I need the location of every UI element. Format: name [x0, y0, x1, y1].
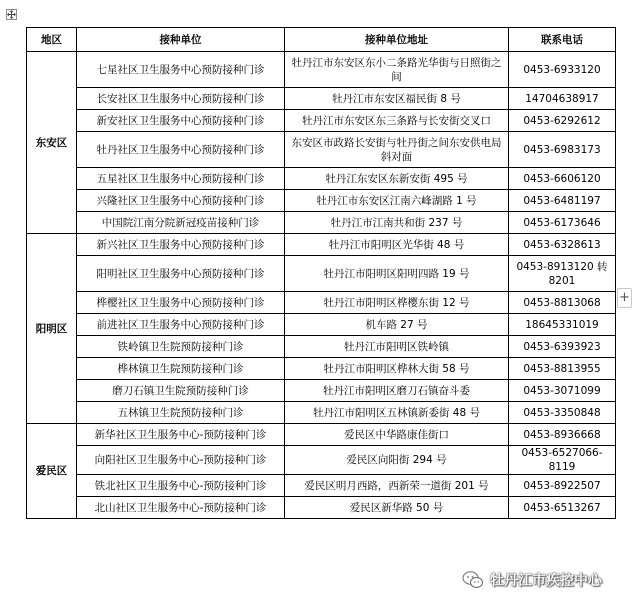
address-cell: 牡丹江市阳明区铁岭镇	[285, 336, 509, 358]
address-cell: 爱民区明月西路，西新荣一道街 201 号	[285, 475, 509, 497]
unit-cell: 前进社区卫生服务中心预防接种门诊	[77, 314, 285, 336]
table-row	[27, 256, 616, 292]
table-row	[27, 52, 616, 88]
header-address: 接种单位地址	[285, 28, 509, 52]
unit-cell: 兴隆社区卫生服务中心预防接种门诊	[77, 190, 285, 212]
table-row	[27, 336, 616, 358]
address-cell: 牡丹江市阳明区五林镇新委街 48 号	[285, 402, 509, 424]
phone-cell: 0453-6527066-8119	[509, 446, 616, 475]
address-cell: 牡丹江市阳明区桦林大街 58 号	[285, 358, 509, 380]
table-row	[27, 424, 616, 446]
phone-cell: 0453-8936668	[509, 424, 616, 446]
table-row	[27, 88, 616, 110]
address-cell: 爱民区新华路 50 号	[285, 497, 509, 519]
address-cell: 牡丹江市阳明区磨刀石镇奋斗委	[285, 380, 509, 402]
header-unit: 接种单位	[77, 28, 285, 52]
table-row	[27, 132, 616, 168]
phone-cell: 0453-6513267	[509, 497, 616, 519]
address-cell: 爱民区向阳街 294 号	[285, 446, 509, 475]
unit-cell: 新安社区卫生服务中心预防接种门诊	[77, 110, 285, 132]
address-cell: 机车路 27 号	[285, 314, 509, 336]
address-cell: 牡丹江市阳明区阳明四路 19 号	[285, 256, 509, 292]
table-row	[27, 358, 616, 380]
phone-cell: 0453-8813955	[509, 358, 616, 380]
phone-cell: 0453-6983173	[509, 132, 616, 168]
district-cell: 阳明区	[27, 234, 77, 424]
watermark-text: 牡丹江市疾控中心	[490, 573, 602, 589]
phone-cell: 0453-6606120	[509, 168, 616, 190]
address-cell: 牡丹江市东安区东小二条路光华街与日照街之间	[285, 52, 509, 88]
unit-cell: 磨刀石镇卫生院预防接种门诊	[77, 380, 285, 402]
wechat-icon	[462, 570, 484, 590]
phone-cell: 0453-3071099	[509, 380, 616, 402]
address-cell: 牡丹江市阳明区桦樱东街 12 号	[285, 292, 509, 314]
table-row	[27, 497, 616, 519]
phone-cell: 0453-8922507	[509, 475, 616, 497]
address-cell: 东安区市政路长安街与牡丹街之间东安供电局斜对面	[285, 132, 509, 168]
unit-cell: 新华社区卫生服务中心-预防接种门诊	[77, 424, 285, 446]
address-cell: 牡丹江东安区东新安街 495 号	[285, 168, 509, 190]
phone-cell: 0453-6393923	[509, 336, 616, 358]
table-row	[27, 110, 616, 132]
phone-cell: 0453-8913120 转 8201	[509, 256, 616, 292]
header-district: 地区	[27, 28, 77, 52]
unit-cell: 牡丹社区卫生服务中心预防接种门诊	[77, 132, 285, 168]
table-row	[27, 446, 616, 475]
table-row	[27, 402, 616, 424]
unit-cell: 长安社区卫生服务中心预防接种门诊	[77, 88, 285, 110]
district-cell: 爱民区	[27, 424, 77, 519]
table-row	[27, 475, 616, 497]
phone-cell: 0453-8813068	[509, 292, 616, 314]
unit-cell: 铁岭镇卫生院预防接种门诊	[77, 336, 285, 358]
address-cell: 爱民区中华路康佳街口	[285, 424, 509, 446]
add-column-button[interactable]: +	[617, 288, 632, 308]
unit-cell: 新兴社区卫生服务中心预防接种门诊	[77, 234, 285, 256]
table-row	[27, 292, 616, 314]
unit-cell: 向阳社区卫生服务中心-预防接种门诊	[77, 446, 285, 475]
address-cell: 牡丹江市阳明区光华街 48 号	[285, 234, 509, 256]
phone-cell: 18645331019	[509, 314, 616, 336]
unit-cell: 中国院江南分院新冠疫苗接种门诊	[77, 212, 285, 234]
unit-cell: 七星社区卫生服务中心预防接种门诊	[77, 52, 285, 88]
table-row	[27, 212, 616, 234]
phone-cell: 0453-6292612	[509, 110, 616, 132]
address-cell: 牡丹江市江南共和街 237 号	[285, 212, 509, 234]
district-cell: 东安区	[27, 52, 77, 234]
phone-cell: 14704638917	[509, 88, 616, 110]
table-row	[27, 168, 616, 190]
table-row	[27, 314, 616, 336]
table-move-handle[interactable]	[6, 9, 17, 20]
phone-cell: 0453-3350848	[509, 402, 616, 424]
phone-cell: 0453-6173646	[509, 212, 616, 234]
move-arrows-icon	[7, 10, 16, 19]
unit-cell: 五林镇卫生院预防接种门诊	[77, 402, 285, 424]
address-cell: 牡丹江市东安区江南六峰湖路 1 号	[285, 190, 509, 212]
header-row	[27, 28, 616, 52]
unit-cell: 铁北社区卫生服务中心-预防接种门诊	[77, 475, 285, 497]
unit-cell: 北山社区卫生服务中心-预防接种门诊	[77, 497, 285, 519]
phone-cell: 0453-6933120	[509, 52, 616, 88]
header-phone: 联系电话	[509, 28, 616, 52]
table-row	[27, 380, 616, 402]
unit-cell: 阳明社区卫生服务中心预防接种门诊	[77, 256, 285, 292]
unit-cell: 桦樱社区卫生服务中心预防接种门诊	[77, 292, 285, 314]
phone-cell: 0453-6328613	[509, 234, 616, 256]
table-body	[27, 52, 616, 519]
address-cell: 牡丹江市东安区福民街 8 号	[285, 88, 509, 110]
unit-cell: 桦林镇卫生院预防接种门诊	[77, 358, 285, 380]
unit-cell: 五星社区卫生服务中心预防接种门诊	[77, 168, 285, 190]
table-row	[27, 234, 616, 256]
phone-cell: 0453-6481197	[509, 190, 616, 212]
watermark	[462, 569, 602, 591]
table-row	[27, 190, 616, 212]
address-cell: 牡丹江市东安区东三条路与长安街交叉口	[285, 110, 509, 132]
vaccination-sites-table	[26, 27, 616, 519]
